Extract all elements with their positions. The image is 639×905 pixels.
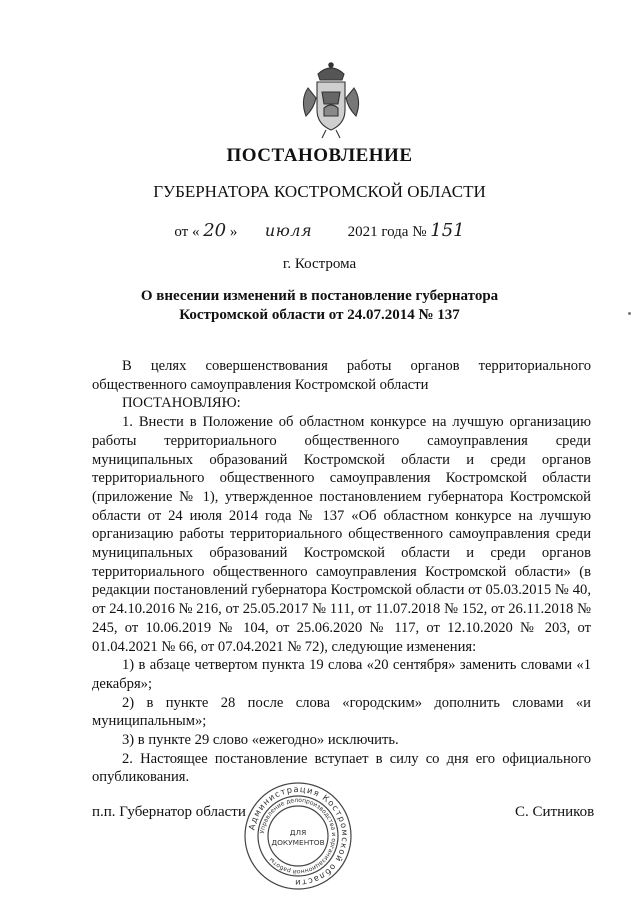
coat-of-arms-icon (296, 58, 366, 140)
sub-item-2: 2) в пункте 28 после слова «городским» дополнить словами «и муниципальным»; (92, 694, 591, 730)
svg-text:ДЛЯ: ДЛЯ (289, 828, 307, 837)
preamble-paragraph: В целях совершенствования работы органов территориального общественного самоуправления Костромской области (92, 358, 591, 393)
number-sign: № (412, 224, 427, 240)
official-seal-icon (242, 780, 354, 892)
document-body (92, 357, 591, 787)
subject-line-2: Костромской области от 24.07.2014 № 137 (179, 307, 460, 323)
svg-text:Администрация Костромской обла: Администрация Костромской области (246, 783, 351, 889)
date-year: 2021 года (347, 224, 409, 240)
date-month-handwritten: июля (264, 221, 313, 240)
svg-text:Управление делопроизводства и: Управление делопроизводства и организационной работы (259, 796, 338, 876)
signatory-name: С. Ситников (515, 804, 595, 820)
decree-word: ПОСТАНОВЛЯЮ: (122, 395, 241, 412)
document-number-handwritten: 151 (430, 220, 465, 241)
signatory-position: п.п. Губернатор области (92, 804, 246, 820)
document-type-heading: ПОСТАНОВЛЕНИЕ (226, 145, 413, 166)
date-number-line (0, 220, 639, 241)
sub-item-1: 1) в абзаце четвертом пункта 19 слова «20 сентября» заменить словами «1 декабря»; (92, 657, 591, 692)
subject-line-1: О внесении изменений в постановление губернатора (140, 288, 499, 304)
date-quote-close: » (229, 224, 238, 240)
item-1-paragraph: 1. Внести в Положение об областном конкурсе на лучшую организацию работы территориального общественного самоуправления среди муниципальных образований Костромской области и среди органов территориального общественного самоуправления Костромской области (приложение № 1), утвержденное постановлением губернатора Костромской области от 24 июля 2014 года № 137 «Об областном конкурсе на лучшую организацию работы территориального общественного самоуправления среди муниципальных образований Костромской области и среди органов территориального общественного самоуправления Костромской области» (в редакции постановлений губернатора Костромской области от 05.03.2015 № 40, от 24.10.2016 № 216, от 25.05.2017 № 111, от 11.07.2018 № 152, от 26.11.2018 № 245, от 10.06.2019 № 104, от 25.06.2020 № 117, от 12.10.2020 № 203, от 01.04.2021 № 66, от 07.04.2021 № 72), следующие изменения: (92, 414, 591, 655)
city-line: г. Кострома (282, 256, 357, 272)
date-prefix: от « (174, 224, 200, 240)
issuer-title: ГУБЕРНАТОРА КОСТРОМСКОЙ ОБЛАСТИ (153, 182, 486, 201)
item-2-paragraph: 2. Настоящее постановление вступает в силу со дня его официального опубликования. (92, 750, 591, 786)
subject-heading (0, 287, 639, 325)
svg-text:ДОКУМЕНТОВ: ДОКУМЕНТОВ (271, 838, 325, 847)
date-day-handwritten: 20 (203, 220, 227, 241)
sub-item-3: 3) в пункте 29 слово «ежегодно» исключить. (122, 732, 399, 749)
scan-dot (628, 312, 631, 315)
